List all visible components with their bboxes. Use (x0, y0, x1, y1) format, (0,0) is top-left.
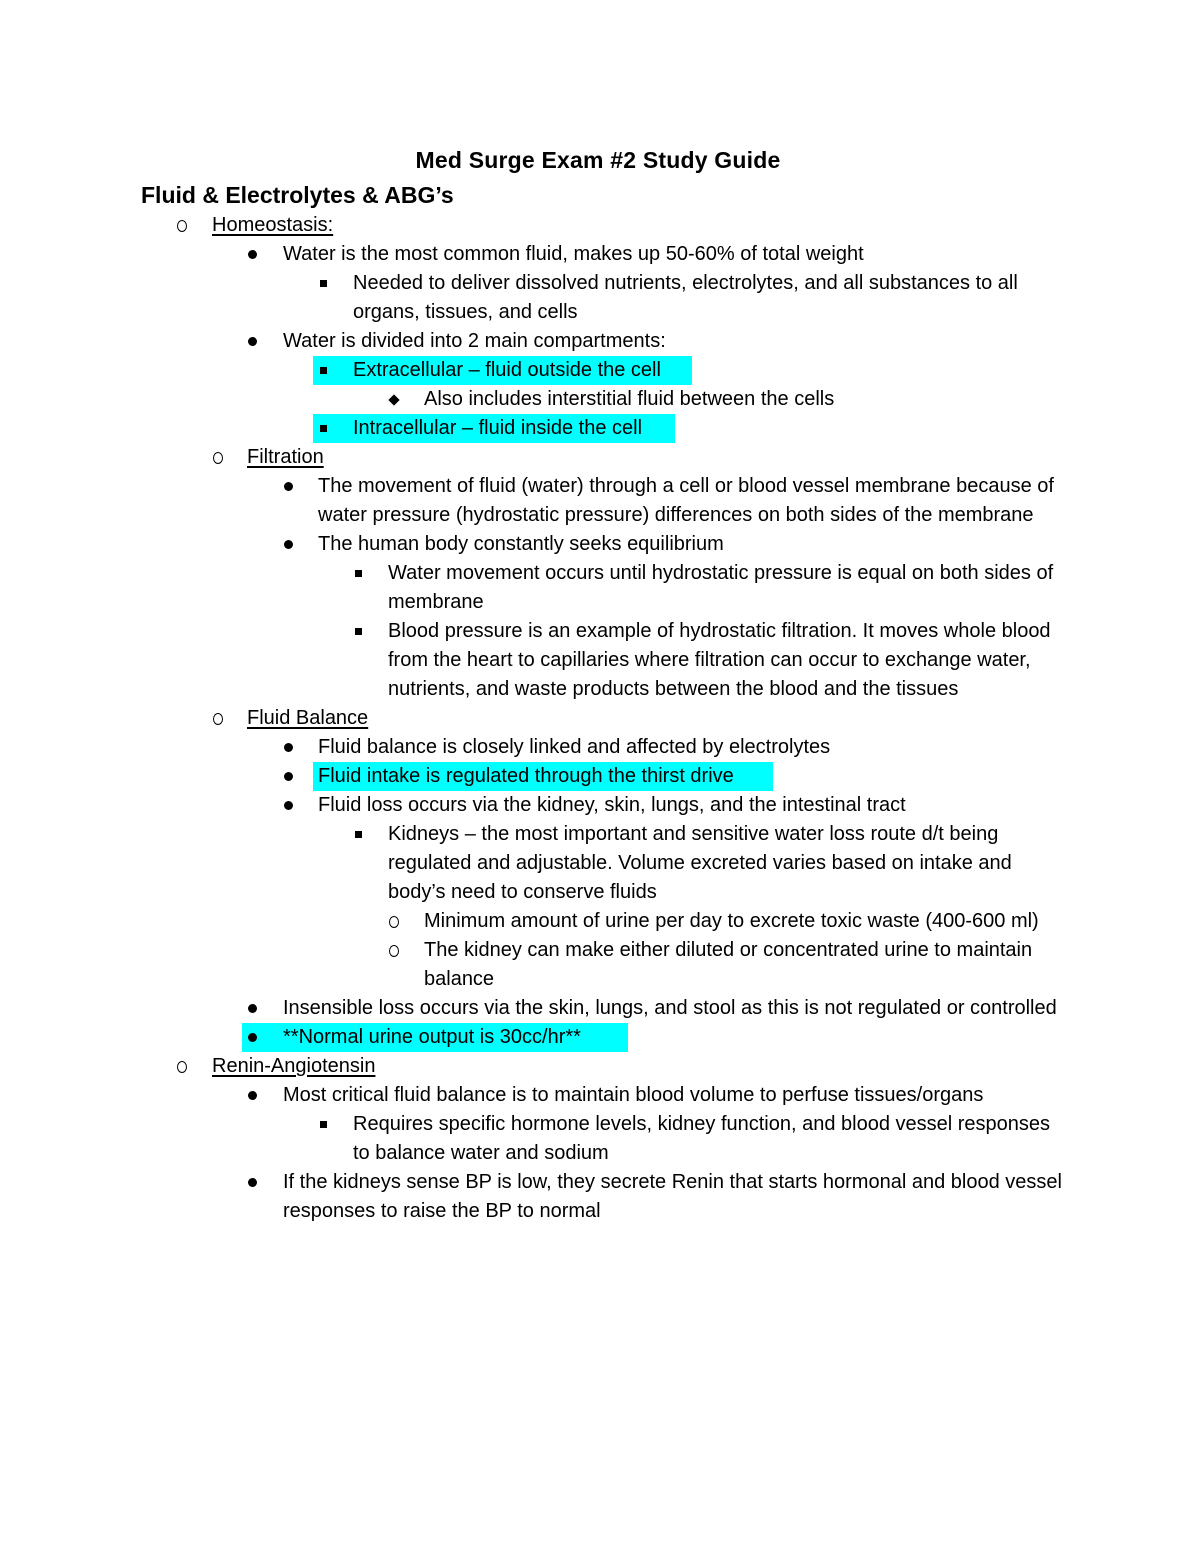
list-item (0, 791, 1200, 820)
hollow-circle-bullet-icon (172, 1052, 192, 1081)
list-item-text: Water movement occurs until hydrostatic pressure is equal on both sides of membrane (388, 562, 1054, 613)
list-item (0, 936, 1200, 994)
square-bullet-icon (348, 559, 368, 588)
list-item-text: The kidney can make either diluted or concentrated urine to maintain balance (424, 939, 1033, 990)
filled-dot-bullet-icon (278, 733, 298, 762)
list-item (0, 994, 1200, 1023)
list-item-text: If the kidneys sense BP is low, they secrete Renin that starts hormonal and blood vessel responses to raise the BP to normal (283, 1171, 1062, 1222)
outline-list (0, 211, 1200, 1226)
section-heading: Fluid & Electrolytes & ABG’s (141, 182, 454, 208)
hollow-circle-bullet-icon (384, 907, 404, 936)
filled-dot-bullet-icon (242, 327, 262, 356)
list-item-text: Fluid loss occurs via the kidney, skin, lungs, and the intestinal tract (318, 794, 906, 816)
square-bullet-icon (348, 820, 368, 849)
filled-dot-bullet-icon (242, 994, 262, 1023)
list-item-text: Water is the most common fluid, makes up 50-60% of total weight (283, 243, 864, 265)
list-item-text: The human body constantly seeks equilibrium (318, 533, 724, 555)
list-item-text: Also includes interstitial fluid between the cells (424, 388, 835, 410)
square-bullet-icon (313, 356, 333, 385)
list-item-text: Fluid balance is closely linked and affected by electrolytes (318, 736, 831, 758)
list-item (0, 733, 1200, 762)
filled-dot-bullet-icon (278, 530, 298, 559)
list-item-highlighted (0, 762, 1200, 791)
filled-dot-bullet-icon (278, 762, 298, 791)
list-item (0, 1081, 1200, 1110)
hollow-circle-bullet-icon (172, 211, 192, 240)
list-item-highlighted (0, 1023, 1200, 1052)
list-item (0, 617, 1200, 704)
list-item (0, 385, 1200, 414)
hollow-circle-bullet-icon (208, 443, 228, 472)
list-item (0, 907, 1200, 936)
hollow-circle-bullet-icon (384, 936, 404, 965)
list-item-text: Minimum amount of urine per day to excrete toxic waste (400-600 ml) (424, 910, 1039, 932)
diamond-bullet-icon (384, 385, 404, 414)
filled-dot-bullet-icon (242, 1081, 262, 1110)
list-item-text: Intracellular – fluid inside the cell (353, 417, 643, 439)
list-item-highlighted (0, 414, 1200, 443)
list-item-renin-angiotensin (0, 1052, 1200, 1081)
list-item-homeostasis (0, 211, 1200, 240)
list-item-text: Kidneys – the most important and sensitive water loss route d/t being regulated and adjustable. Volume excreted varies based on intake and body’s need to conserve fluids (388, 823, 1012, 903)
filled-dot-bullet-icon (278, 791, 298, 820)
list-item-text: Requires specific hormone levels, kidney function, and blood vessel responses to balance water and sodium (353, 1113, 1051, 1164)
list-item (0, 1110, 1200, 1168)
filled-dot-bullet-icon (278, 472, 298, 501)
square-bullet-icon (348, 617, 368, 646)
filled-dot-bullet-icon (242, 1168, 262, 1197)
filled-dot-bullet-icon (242, 240, 262, 269)
list-item-fluid-balance (0, 704, 1200, 733)
list-item (0, 327, 1200, 356)
list-item (0, 530, 1200, 559)
list-item-text: **Normal urine output is 30cc/hr** (283, 1026, 581, 1048)
list-item-highlighted (0, 356, 1200, 385)
document-title: Med Surge Exam #2 Study Guide (415, 147, 781, 173)
square-bullet-icon (313, 269, 333, 298)
list-item-filtration (0, 443, 1200, 472)
filled-dot-bullet-icon (242, 1023, 262, 1052)
list-item (0, 820, 1200, 907)
list-item (0, 240, 1200, 269)
square-bullet-icon (313, 1110, 333, 1139)
list-item-text: Blood pressure is an example of hydrostatic filtration. It moves whole blood from the heart to capillaries where filtration can occur to exchange water, nutrients, and waste products between the blood and the tissues (388, 620, 1051, 700)
list-item-text: Extracellular – fluid outside the cell (353, 359, 661, 381)
topic-fluid-balance: Fluid Balance (247, 707, 369, 729)
list-item-text: Most critical fluid balance is to maintain blood volume to perfuse tissues/organs (283, 1084, 984, 1106)
topic-filtration: Filtration (247, 446, 324, 468)
square-bullet-icon (313, 414, 333, 443)
list-item-text: Needed to deliver dissolved nutrients, electrolytes, and all substances to all organs, tissues, and cells (353, 272, 1018, 323)
hollow-circle-bullet-icon (208, 704, 228, 733)
list-item (0, 269, 1200, 327)
list-item (0, 559, 1200, 617)
list-item-text: The movement of fluid (water) through a cell or blood vessel membrane because of water pressure (hydrostatic pressure) differences on both sides of the membrane (318, 475, 1054, 526)
list-item-text: Water is divided into 2 main compartments: (283, 330, 666, 352)
list-item (0, 472, 1200, 530)
list-item-text: Insensible loss occurs via the skin, lungs, and stool as this is not regulated or controlled (283, 997, 1057, 1019)
list-item (0, 1168, 1200, 1226)
topic-homeostasis: Homeostasis: (212, 214, 334, 236)
topic-renin-angiotensin: Renin-Angiotensin (212, 1055, 376, 1077)
list-item-text: Fluid intake is regulated through the thirst drive (318, 765, 734, 787)
